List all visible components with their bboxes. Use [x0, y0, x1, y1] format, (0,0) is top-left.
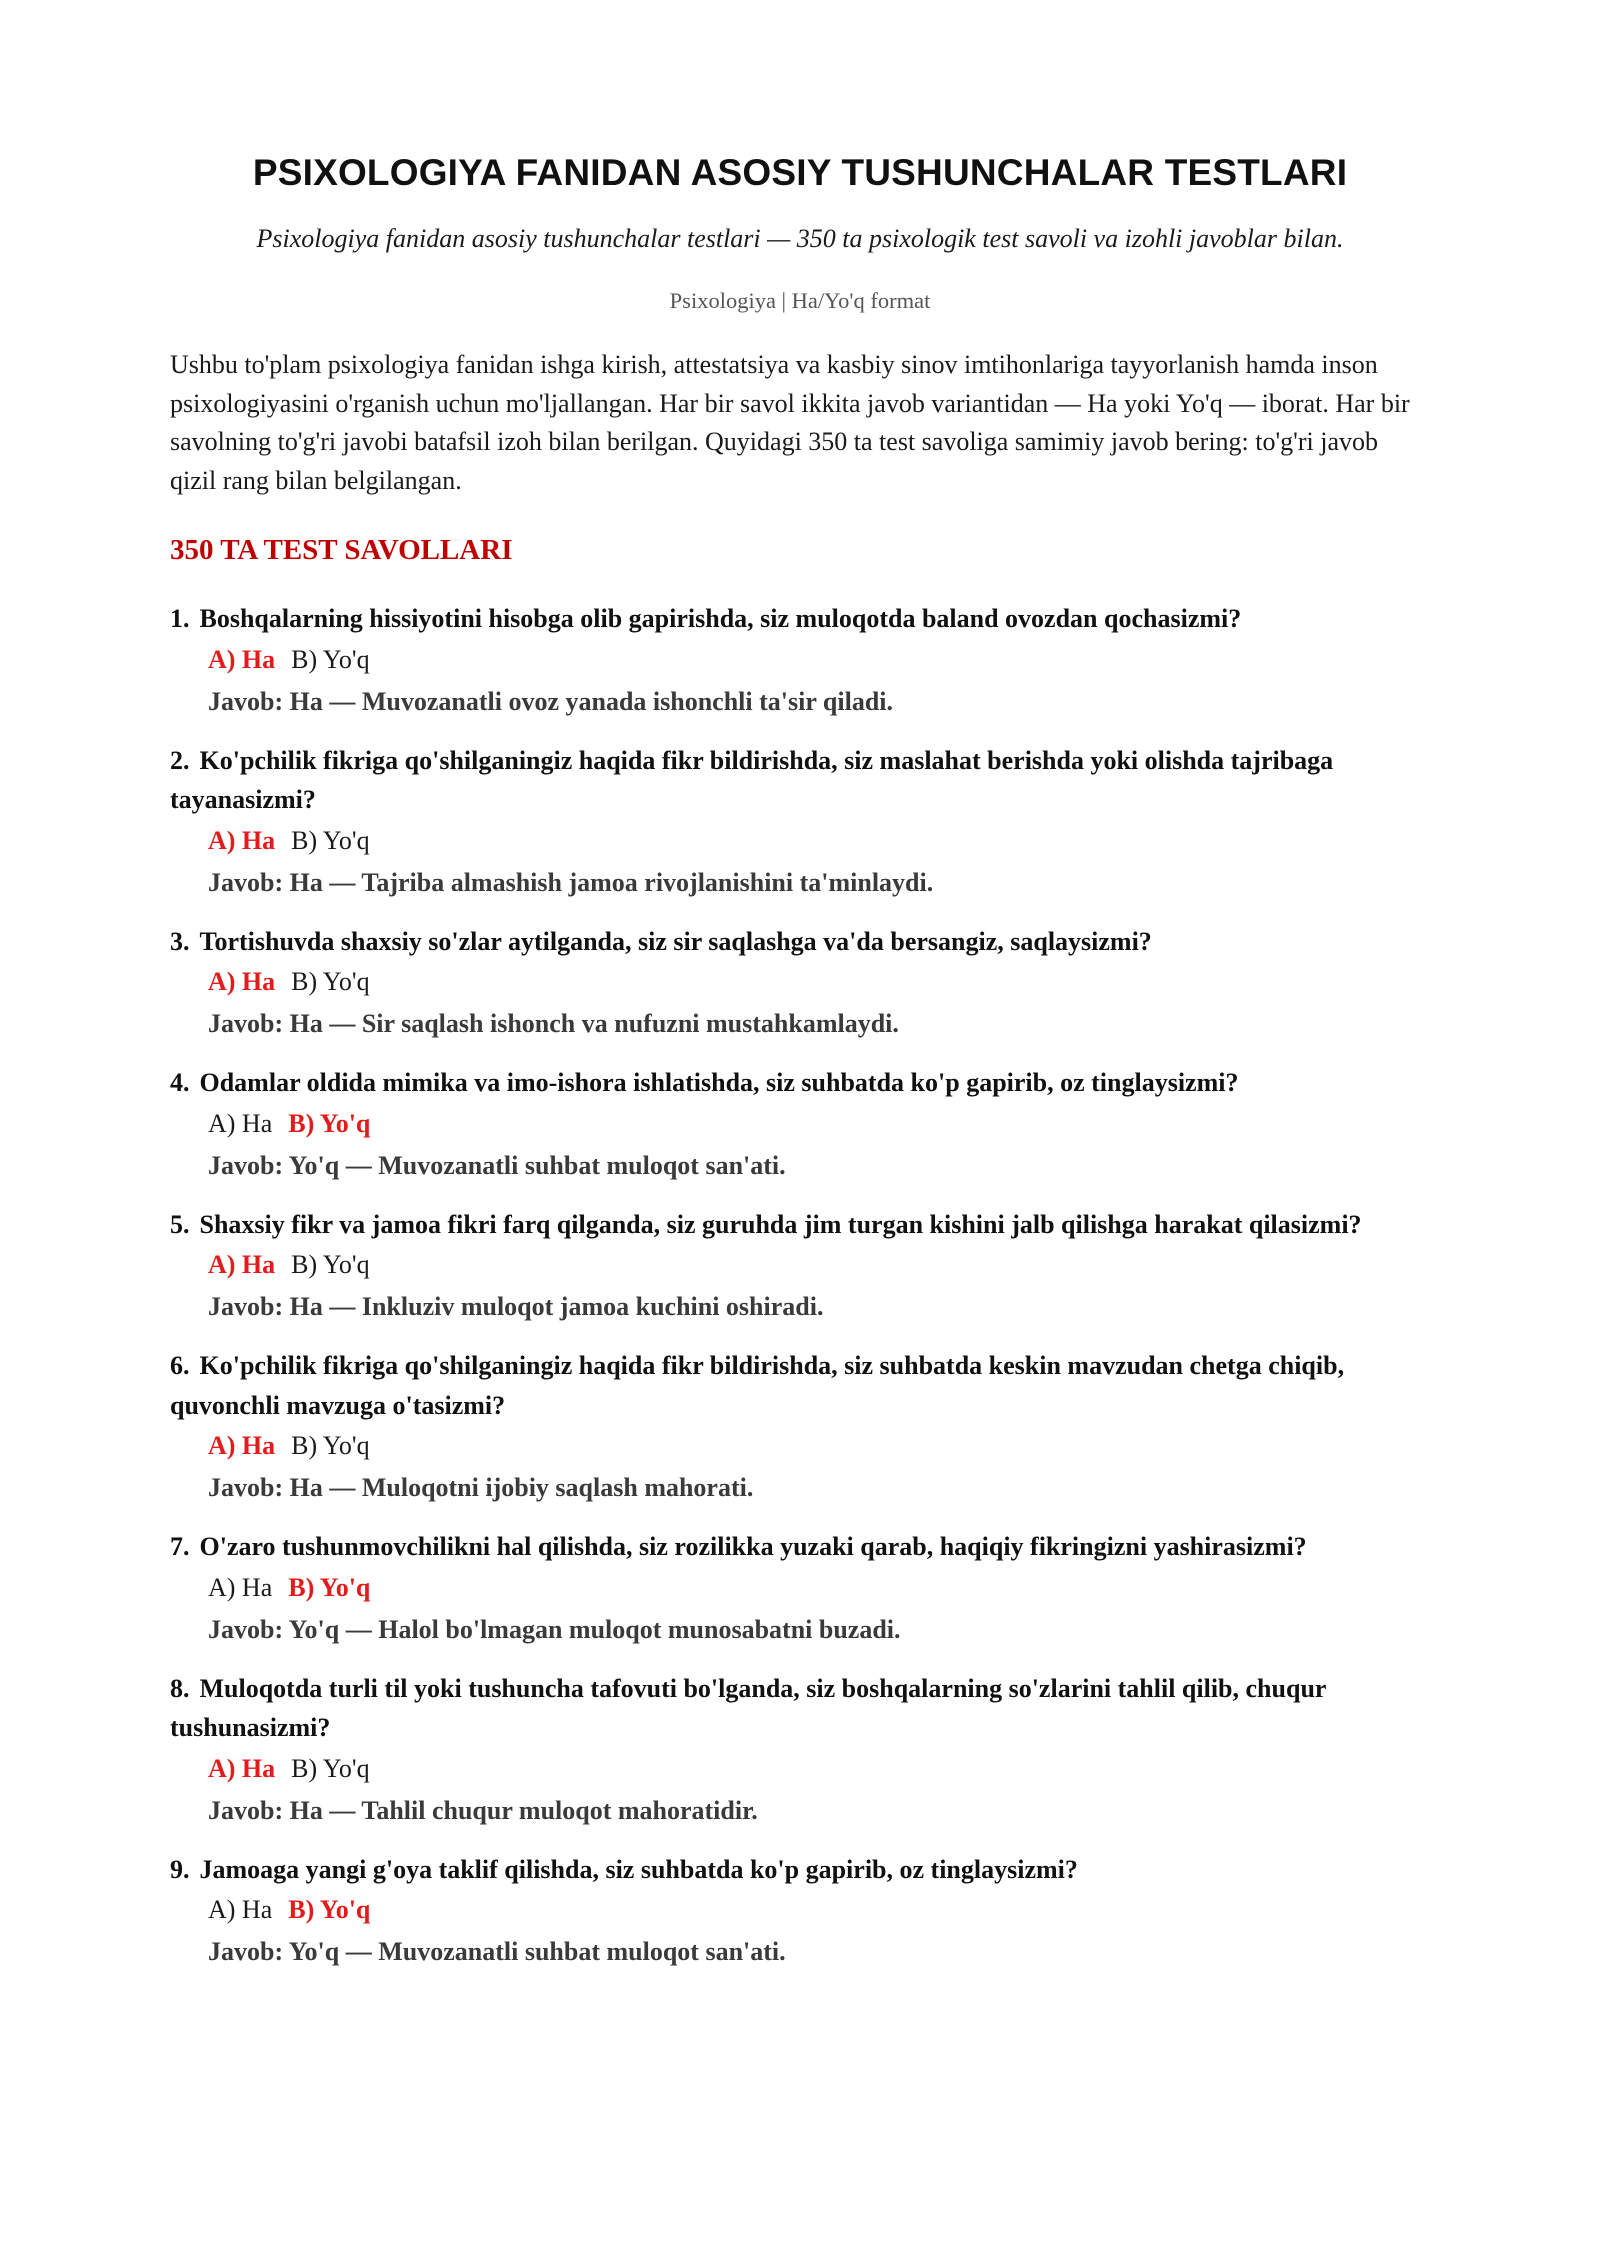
question-text-block — [170, 599, 1430, 639]
question-number: 2. — [170, 745, 190, 775]
option-a: A) Ha — [208, 1572, 273, 1602]
question-item — [170, 1527, 1430, 1651]
question-text: Muloqotda turli til yoki tushuncha tafovuti bo'lganda, siz boshqalarning so'zlarini tahlil qilib, chuqur tushunasizmi? — [170, 1673, 1326, 1742]
answer-explanation: Javob: Ha — Tahlil chuqur muloqot mahoratidir. — [208, 1795, 758, 1825]
intro-paragraph: Ushbu to'plam psixologiya fanidan ishga kirish, attestatsiya va kasbiy sinov imtihonlariga tayyorlanish hamda inson psixologiyasini o'rganish uchun mo'ljallangan. Har bir savol ikkita javob variantidan — Ha yoki Yo'q — iborat. Har bir savolning to'g'ri javobi batafsil izoh bilan berilgan. Quyidagi 350 ta test savoliga samimiy javob bering: to'g'ri javob qizil rang bilan belgilangan. — [170, 350, 1410, 495]
question-item — [170, 599, 1430, 723]
option-a: A) Ha — [208, 1895, 273, 1924]
question-number: 7. — [170, 1532, 190, 1561]
question-text: Odamlar oldida mimika va imo-ishora ishlatishda, siz suhbatda ko'p gapirib, oz tinglaysizmi? — [199, 1068, 1239, 1097]
option-a: A) Ha — [208, 644, 276, 674]
question-text-block — [170, 741, 1430, 820]
category-meta: Psixologiya | Ha/Yo'q format — [669, 288, 931, 313]
option-b: B) Yo'q — [291, 1431, 370, 1460]
question-text: Ko'pchilik fikriga qo'shilganingiz haqida fikr bildirishda, siz maslahat berishda yoki olishda tajribaga tayanasizmi? — [170, 745, 1334, 814]
question-text: Jamoaga yangi g'oya taklif qilishda, siz suhbatda ko'p gapirib, oz tinglaysizmi? — [199, 1854, 1078, 1884]
question-number: 6. — [170, 1351, 190, 1380]
option-b: B) Yo'q — [291, 1753, 370, 1783]
options-row — [170, 961, 1430, 1003]
answer-explanation: Javob: Ha — Sir saqlash ishonch va nufuzni mustahkamlaydi. — [208, 1009, 899, 1038]
page-subtitle: Psixologiya fanidan asosiy tushunchalar testlari — 350 ta psixologik test savoli va izohli javoblar bilan. — [256, 224, 1344, 253]
option-b: B) Yo'q — [288, 1108, 371, 1138]
page-title: PSIXOLOGIYA FANIDAN ASOSIY TUSHUNCHALAR TESTLARI — [252, 152, 1348, 193]
question-text: Tortishuvda shaxsiy so'zlar aytilganda, siz sir saqlashga va'da bersangiz, saqlaysizmi? — [199, 926, 1152, 956]
question-item — [170, 1850, 1430, 1974]
question-text-block — [170, 1063, 1430, 1103]
option-b: B) Yo'q — [288, 1572, 371, 1602]
question-item — [170, 1346, 1430, 1509]
question-text: Ko'pchilik fikriga qo'shilganingiz haqida fikr bildirishda, siz suhbatda keskin mavzudan chetga chiqib, quvonchli mavzuga o'tasizmi? — [170, 1351, 1345, 1420]
question-number: 5. — [170, 1209, 190, 1239]
question-item — [170, 922, 1430, 1046]
question-text-block — [170, 1205, 1430, 1245]
answer-explanation: Javob: Ha — Muvozanatli ovoz yanada ishonchli ta'sir qiladi. — [208, 686, 894, 716]
answer-explanation: Javob: Yo'q — Muvozanatli suhbat muloqot san'ati. — [208, 1150, 786, 1180]
options-row — [170, 1103, 1430, 1145]
question-text-block — [170, 1527, 1430, 1567]
question-text-block — [170, 922, 1430, 962]
option-b: B) Yo'q — [288, 1895, 371, 1924]
question-item — [170, 1669, 1430, 1832]
options-row — [170, 1889, 1430, 1931]
options-row — [170, 1748, 1430, 1790]
option-a: A) Ha — [208, 825, 276, 855]
option-a: A) Ha — [208, 1431, 276, 1460]
question-item — [170, 741, 1430, 904]
answer-explanation: Javob: Yo'q — Muvozanatli suhbat muloqot san'ati. — [208, 1937, 786, 1966]
option-b: B) Yo'q — [291, 825, 370, 855]
question-number: 3. — [170, 926, 190, 956]
option-b: B) Yo'q — [291, 644, 370, 674]
question-text: O'zaro tushunmovchilikni hal qilishda, siz rozilikka yuzaki qarab, haqiqiy fikringizni yashirasizmi? — [199, 1532, 1307, 1561]
answer-explanation: Javob: Ha — Inkluziv muloqot jamoa kuchini oshiradi. — [208, 1292, 824, 1321]
options-row — [170, 639, 1430, 681]
question-number: 4. — [170, 1068, 190, 1097]
option-b: B) Yo'q — [291, 1250, 370, 1279]
question-text: Boshqalarning hissiyotini hisobga olib gapirishda, siz muloqotda baland ovozdan qochasizmi? — [199, 604, 1242, 633]
option-a: A) Ha — [208, 1753, 276, 1783]
option-a: A) Ha — [208, 1108, 273, 1138]
answer-explanation: Javob: Yo'q — Halol bo'lmagan muloqot munosabatni buzadi. — [208, 1614, 901, 1644]
question-number: 1. — [170, 604, 190, 633]
question-list — [170, 599, 1430, 1973]
option-a: A) Ha — [208, 967, 276, 996]
options-row — [170, 1244, 1430, 1286]
options-row — [170, 1425, 1430, 1467]
question-text-block — [170, 1669, 1430, 1748]
options-row — [170, 820, 1430, 862]
section-heading: 350 TA TEST SAVOLLARI — [170, 534, 513, 566]
answer-explanation: Javob: Ha — Tajriba almashish jamoa rivojlanishini ta'minlaydi. — [208, 867, 934, 897]
option-a: A) Ha — [208, 1250, 276, 1279]
options-row — [170, 1567, 1430, 1609]
question-number: 8. — [170, 1673, 190, 1703]
question-text-block — [170, 1850, 1430, 1890]
answer-explanation: Javob: Ha — Muloqotni ijobiy saqlash mahorati. — [208, 1473, 754, 1502]
question-text-block — [170, 1346, 1430, 1425]
question-text: Shaxsiy fikr va jamoa fikri farq qilganda, siz guruhda jim turgan kishini jalb qilishga harakat qilasizmi? — [199, 1209, 1362, 1239]
question-item — [170, 1063, 1430, 1187]
question-number: 9. — [170, 1854, 190, 1884]
question-item — [170, 1205, 1430, 1329]
option-b: B) Yo'q — [291, 967, 370, 996]
